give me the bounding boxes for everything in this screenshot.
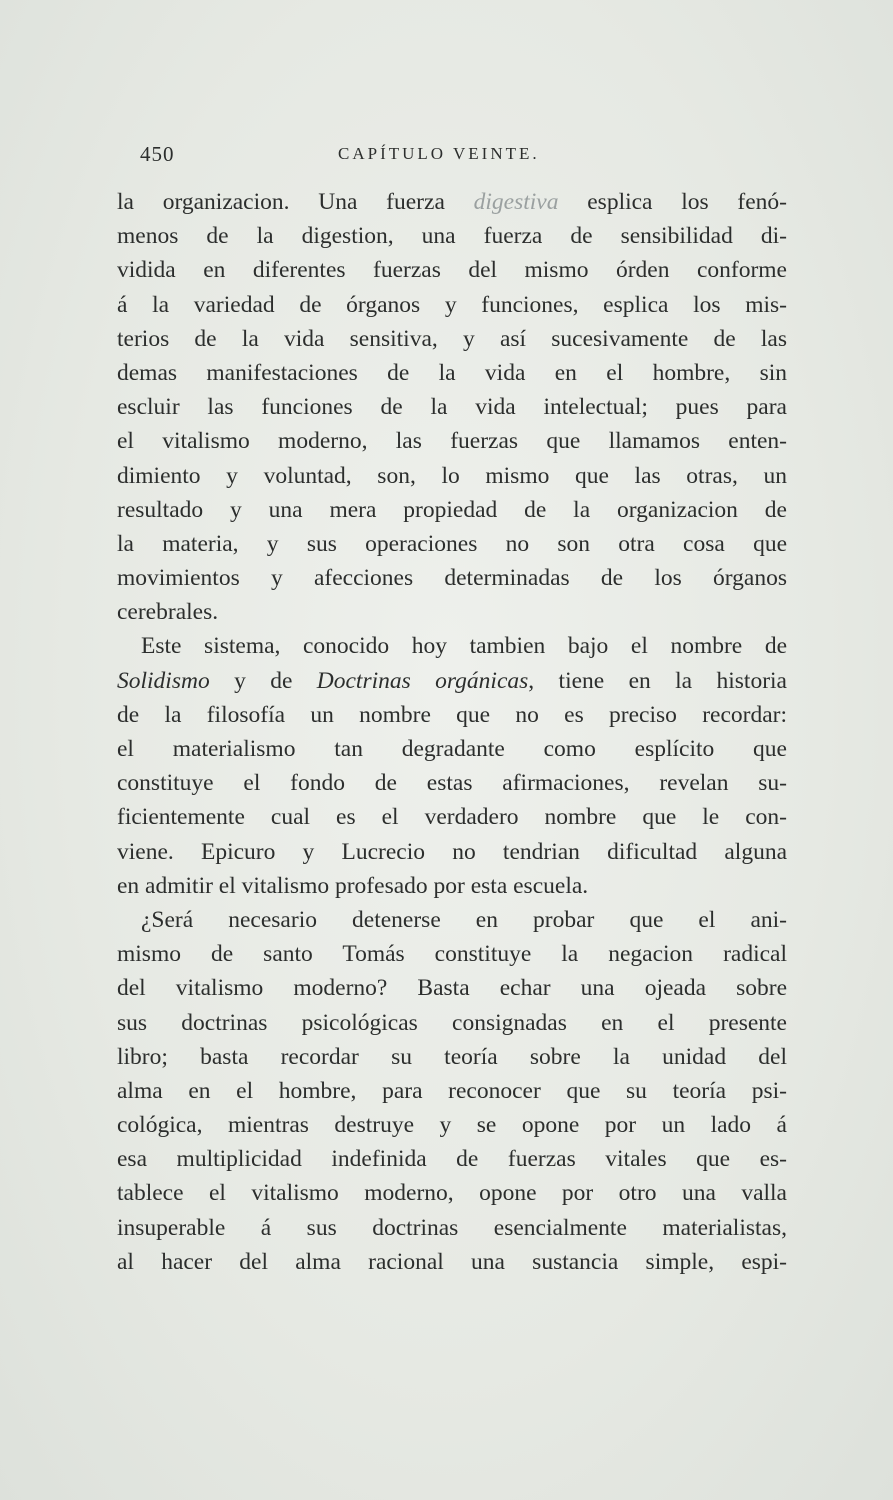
page-header (140, 142, 790, 172)
text-line: á la variedad de órganos y funciones, esplica los mis- (117, 291, 787, 318)
text-line: al hacer del alma racional una sustancia simple, espi- (117, 1248, 787, 1275)
italic-term-solidismo: Solidismo (117, 667, 210, 694)
text-line: el vitalismo moderno, las fuerzas que llamamos enten- (117, 428, 787, 455)
body-text (117, 185, 787, 1279)
italic-term-digestiva: digestiva (473, 189, 559, 215)
text-line: vidida en diferentes fuerzas del mismo órden conforme (117, 257, 787, 284)
text-line: la organizacion. Una fuerza digestiva esplica los fenó- (117, 189, 787, 215)
text-line: cológica, mientras destruye y se opone por un lado á (117, 1112, 787, 1139)
text-line: del vitalismo moderno? Basta echar una ojeada sobre (117, 975, 787, 1002)
text-line: resultado y una mera propiedad de la organizacion de (117, 496, 787, 523)
text-line: demas manifestaciones de la vida en el hombre, sin (117, 359, 787, 386)
text-line: movimientos y afecciones determinadas de los órganos (117, 565, 787, 592)
paragraph-end-line: cerebrales. (117, 599, 219, 626)
text-line: menos de la digestion, una fuerza de sensibilidad di- (117, 223, 787, 250)
text-line: de la filosofía un nombre que no es preciso recordar: (117, 701, 787, 728)
text-line: esa multiplicidad indefinida de fuerzas vitales que es- (117, 1146, 787, 1173)
paragraph-start-line: ¿Será necesario detenerse en probar que el ani- (141, 906, 787, 933)
text-line: terios de la vida sensitiva, y así sucesivamente de las (117, 325, 787, 352)
text-line: escluir las funciones de la vida intelectual; pues para (117, 394, 787, 421)
italic-term-doctrinas: Doctrinas orgánicas (316, 667, 529, 694)
text-line: Solidismo y de Doctrinas orgánicas, tiene en la historia (117, 667, 787, 694)
text-line: la materia, y sus operaciones no son otra cosa que (117, 530, 787, 557)
text-line: sus doctrinas psicológicas consignadas en el presente (117, 1009, 787, 1036)
text-line: mismo de santo Tomás constituye la negacion radical (117, 941, 787, 968)
paragraph-start-line: Este sistema, conocido hoy tambien bajo el nombre de (141, 633, 787, 660)
text-line: constituye el fondo de estas afirmaciones, revelan su- (117, 770, 787, 797)
text-line: dimiento y voluntad, son, lo mismo que las otras, un (117, 462, 787, 489)
text-line: libro; basta recordar su teoría sobre la unidad del (117, 1043, 787, 1070)
text-line: tablece el vitalismo moderno, opone por otro una valla (117, 1180, 787, 1207)
text-line: alma en el hombre, para reconocer que su teoría psi- (117, 1077, 787, 1104)
text-line: viene. Epicuro y Lucrecio no tendrian dificultad alguna (117, 838, 787, 865)
text-line: ficientemente cual es el verdadero nombre que le con- (117, 804, 787, 831)
text-line: el materialismo tan degradante como esplícito que (117, 736, 787, 762)
page-number: 450 (140, 142, 175, 166)
paragraph-end-line: en admitir el vitalismo profesado por esta escuela. (117, 872, 589, 899)
text-line: insuperable á sus doctrinas esencialmente materialistas, (117, 1214, 787, 1241)
running-head: CAPÍTULO VEINTE. (338, 144, 540, 163)
